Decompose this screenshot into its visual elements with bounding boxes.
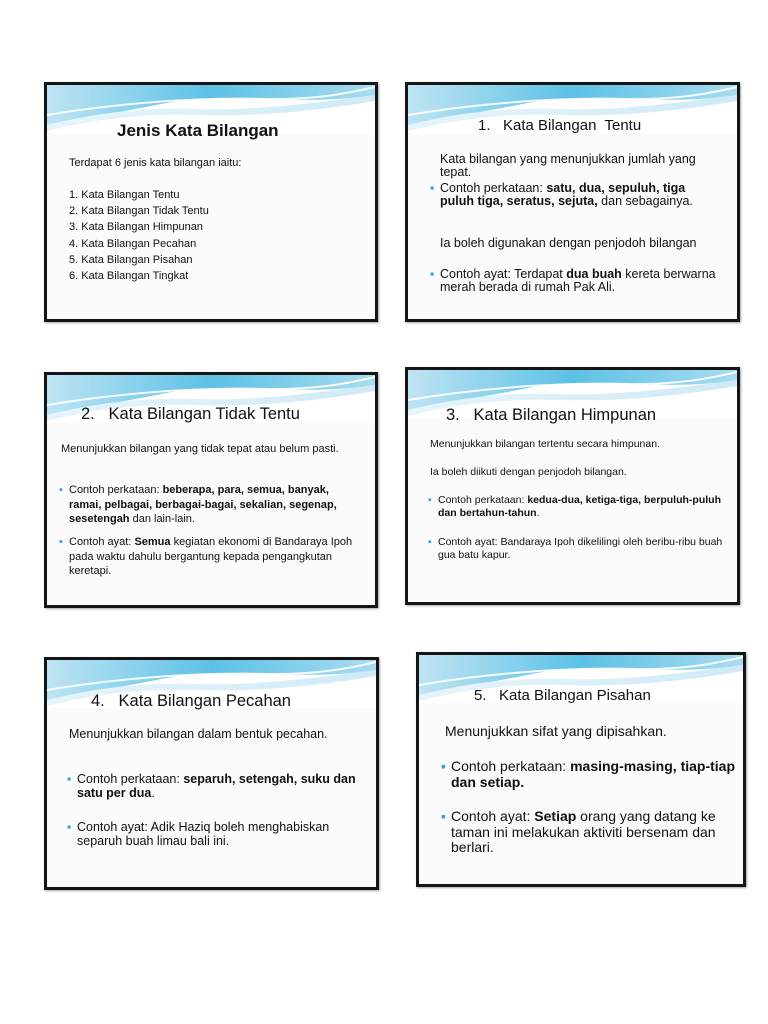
list-item: 5. Kata Bilangan Pisahan — [69, 253, 193, 266]
example-sentence: ▪ Contoh ayat: Terdapat dua buah kereta berwarna merah berada di rumah Pak Ali. — [440, 268, 722, 294]
slide-jenis-kata-bilangan — [44, 82, 378, 322]
example-words: ▪ Contoh perkataan: beberapa, para, semua, banyak, ramai, pelbagai, berbagai-bagai, sekalian, segenap, sesetengah dan lain-lain. — [69, 483, 359, 527]
slide-title: 4. Kata Bilangan Pecahan — [91, 692, 291, 710]
slide-title: 3. Kata Bilangan Himpunan — [446, 406, 657, 424]
example-words: ▪ Contoh perkataan: separuh, setengah, suku dan satu per dua. — [77, 773, 367, 800]
example-sentence: ▪ Contoh ayat: Setiap orang yang datang ke taman ini melakukan aktiviti bersenam dan berlari. — [451, 809, 736, 856]
slide-description: Menunjukkan bilangan yang tidak tepat atau belum pasti. — [61, 443, 339, 455]
example-sentence: ▪ Contoh ayat: Bandaraya Ipoh dikelilingi oleh beribu-ribu buah gua batu kapur. — [438, 536, 730, 561]
example-words: ▪ Contoh perkataan: masing-masing, tiap-tiap dan setiap. — [451, 759, 736, 790]
example-words: ▪ Contoh perkataan: kedua-dua, ketiga-tiga, berpuluh-puluh dan bertahun-tahun. — [438, 494, 730, 519]
slide-title: 5. Kata Bilangan Pisahan — [474, 687, 651, 704]
list-item: 4. Kata Bilangan Pecahan — [69, 237, 197, 250]
slide-title: 1. Kata Bilangan Tentu — [478, 117, 642, 134]
slide-kata-bilangan-tentu — [405, 82, 740, 322]
slide-description: Menunjukkan bilangan tertentu secara himpunan. — [430, 438, 660, 450]
usage-note: Ia boleh digunakan dengan penjodoh bilangan — [440, 236, 697, 250]
slide-title: 2. Kata Bilangan Tidak Tentu — [81, 405, 300, 423]
slide-kata-bilangan-pisahan — [416, 652, 746, 887]
example-sentence: ▪ Contoh ayat: Semua kegiatan ekonomi di Bandaraya Ipoh pada waktu dahulu bergantung kepada pengangkutan keretapi. — [69, 535, 359, 579]
example-words: ▪ Contoh perkataan: satu, dua, sepuluh, tiga puluh tiga, seratus, sejuta, dan sebagainya. — [440, 182, 722, 208]
example-sentence: ▪ Contoh ayat: Adik Haziq boleh menghabiskan separuh buah limau bali ini. — [77, 821, 345, 848]
slide-description: Menunjukkan bilangan dalam bentuk pecahan. — [69, 727, 328, 741]
slide-title: Jenis Kata Bilangan — [117, 121, 279, 140]
slide-description: Menunjukkan sifat yang dipisahkan. — [445, 723, 667, 739]
list-item: 1. Kata Bilangan Tentu — [69, 189, 180, 201]
type-list — [69, 187, 209, 284]
slide-intro: Terdapat 6 jenis kata bilangan iaitu: — [69, 157, 242, 169]
slide-description: Kata bilangan yang menunjukkan jumlah yang tepat. — [440, 152, 696, 179]
slide-kata-bilangan-pecahan — [44, 657, 379, 890]
list-item: 2. Kata Bilangan Tidak Tentu — [69, 205, 209, 218]
slide-kata-bilangan-himpunan — [405, 367, 740, 605]
list-item: 3. Kata Bilangan Himpunan — [69, 221, 203, 234]
list-item: 6. Kata Bilangan Tingkat — [69, 270, 189, 283]
usage-note: Ia boleh diikuti dengan penjodoh bilangan. — [430, 466, 627, 478]
slide-kata-bilangan-tidak-tentu — [44, 372, 378, 608]
